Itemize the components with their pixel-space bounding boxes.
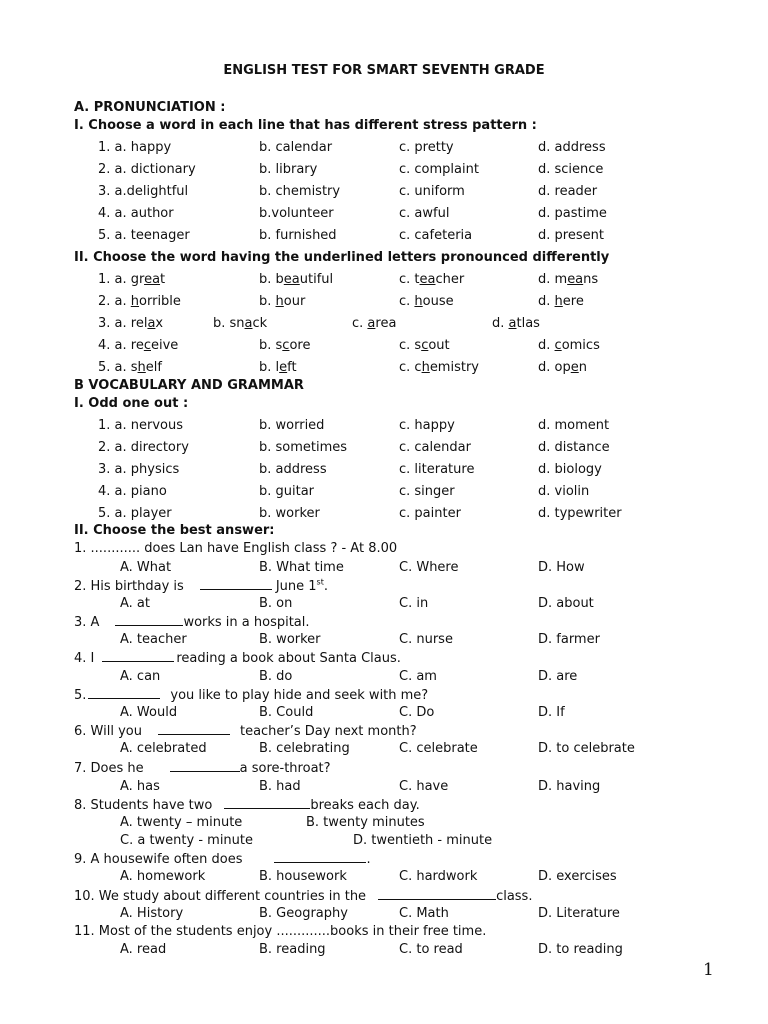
option-prefix: 3. a. rel — [98, 316, 148, 331]
option-text: 2. a. directory — [98, 440, 189, 455]
question-text: works in a hospital. — [183, 615, 310, 630]
answer-option: C. have — [399, 779, 449, 794]
answer-option: A. twenty – minute — [120, 815, 243, 830]
option-text: d. distance — [538, 440, 610, 455]
option-text: 2. a. dictionary — [98, 162, 196, 177]
option-text: 3. a.delightful — [98, 184, 189, 199]
option-text — [538, 360, 587, 376]
answer-option: D. are — [538, 669, 578, 684]
option-prefix: c. c — [399, 360, 422, 375]
underlined-letters: ea — [144, 272, 161, 287]
question-text: 8. Students have two — [74, 798, 213, 813]
answer-option: B. do — [259, 669, 293, 684]
answer-option: B. Geography — [259, 906, 348, 921]
answer-blank — [88, 687, 160, 699]
option-text — [492, 316, 540, 332]
question-text: 6. Will you — [74, 724, 142, 739]
answer-option: C. hardwork — [399, 869, 478, 884]
question-text: teacher’s Day next month? — [239, 724, 417, 739]
question-text: breaks each day. — [310, 798, 420, 813]
answer-blank — [102, 650, 174, 662]
option-suffix: x — [155, 316, 164, 331]
option-suffix: rea — [375, 316, 397, 331]
answer-option: D. exercises — [538, 869, 617, 884]
underlined-letters: a — [147, 316, 156, 331]
question-4 — [74, 650, 401, 667]
question-9 — [74, 851, 371, 868]
option-prefix: b. — [259, 294, 276, 309]
option-suffix: ck — [252, 316, 268, 331]
option-text: b. worried — [259, 418, 325, 433]
option-text — [399, 338, 450, 354]
answer-option: C. Do — [399, 705, 435, 720]
option-text: 1. a. happy — [98, 140, 172, 155]
answer-option: A. at — [120, 596, 150, 611]
answer-option: C. a twenty - minute — [120, 833, 254, 848]
option-suffix: elf — [145, 360, 162, 375]
option-text: b. worker — [259, 506, 320, 521]
question-6 — [74, 723, 417, 740]
answer-option: D. farmer — [538, 632, 600, 647]
answer-option: A. has — [120, 779, 160, 794]
option-text — [98, 272, 165, 288]
question-2 — [74, 578, 328, 595]
option-suffix: ouse — [422, 294, 454, 309]
option-suffix: our — [283, 294, 306, 309]
option-text: 3. a. physics — [98, 462, 180, 477]
option-suffix: omics — [561, 338, 600, 353]
question-text: class. — [496, 889, 533, 904]
option-text: d. present — [538, 228, 604, 243]
answer-option: C. Where — [399, 560, 459, 575]
option-prefix: d. — [538, 338, 555, 353]
option-text — [98, 316, 163, 332]
question-text: . — [366, 852, 371, 867]
underlined-letters: e — [279, 360, 288, 375]
test-title: ENGLISH TEST FOR SMART SEVENTH GRADE — [223, 63, 545, 78]
answer-option: D. to celebrate — [538, 741, 635, 756]
option-text: 4. a. piano — [98, 484, 167, 499]
option-text — [538, 338, 600, 354]
answer-option: D. If — [538, 705, 565, 720]
question-1: 1. ............ does Lan have English class ? - At 8.00 — [74, 541, 398, 556]
question-11: 11. Most of the students enjoy .............books in their free time. — [74, 924, 487, 939]
answer-option: A. Would — [120, 705, 178, 720]
answer-option: D. twentieth - minute — [353, 833, 493, 848]
answer-option: A. What — [120, 560, 172, 575]
section-b-part2-heading: II. Choose the best answer: — [74, 523, 275, 538]
option-prefix: 5. a. s — [98, 360, 138, 375]
option-text — [352, 316, 396, 332]
option-text: d. moment — [538, 418, 610, 433]
answer-blank — [115, 614, 183, 626]
option-text — [213, 316, 267, 332]
answer-option: B. had — [259, 779, 301, 794]
underlined-letters: e — [570, 360, 579, 375]
option-suffix: n — [578, 360, 587, 375]
section-b-heading: B VOCABULARY AND GRAMMAR — [74, 378, 304, 393]
option-suffix: ere — [562, 294, 584, 309]
option-prefix: d. op — [538, 360, 571, 375]
option-prefix: c. s — [399, 338, 422, 353]
option-text — [259, 338, 310, 354]
underlined-letters: h — [554, 294, 563, 309]
option-suffix: tlas — [516, 316, 540, 331]
answer-option: B. What time — [259, 560, 344, 575]
question-10 — [74, 888, 532, 905]
question-5 — [74, 687, 428, 704]
option-text — [98, 360, 162, 376]
question-text: 3. A — [74, 615, 100, 630]
answer-blank — [158, 723, 230, 735]
question-text: a sore-throat? — [239, 761, 331, 776]
question-text: June 1 — [275, 579, 317, 594]
option-text: b.volunteer — [259, 206, 334, 221]
section-a-part1-heading: I. Choose a word in each line that has different stress pattern : — [74, 118, 537, 133]
option-text: d. biology — [538, 462, 602, 477]
option-prefix: d. — [538, 294, 555, 309]
question-3 — [74, 614, 310, 631]
answer-option: B. worker — [259, 632, 321, 647]
option-text: 5. a. player — [98, 506, 172, 521]
option-text: b. furnished — [259, 228, 337, 243]
option-text: 5. a. teenager — [98, 228, 190, 243]
option-text: c. pretty — [399, 140, 454, 155]
answer-option: C. celebrate — [399, 741, 478, 756]
superscript: st — [316, 577, 324, 587]
answer-option: A. celebrated — [120, 741, 207, 756]
underlined-letters: h — [275, 294, 284, 309]
page-number: 1 — [703, 960, 714, 980]
section-a-heading: A. PRONUNCIATION : — [74, 100, 226, 115]
underlined-letters: c — [282, 338, 290, 353]
answer-option: C. am — [399, 669, 437, 684]
option-text — [259, 294, 305, 310]
underlined-letters: a — [508, 316, 517, 331]
option-text: b. library — [259, 162, 318, 177]
answer-option: D. about — [538, 596, 594, 611]
option-prefix: d. — [492, 316, 509, 331]
option-text — [98, 338, 178, 354]
answer-option: B. reading — [259, 942, 326, 957]
answer-option: C. in — [399, 596, 429, 611]
question-8 — [74, 797, 420, 814]
section-a-part2-heading: II. Choose the word having the underlined letters pronounced differently — [74, 250, 610, 265]
question-text: 10. We study about different countries in the — [74, 889, 367, 904]
option-text: 1. a. nervous — [98, 418, 184, 433]
answer-option: B. Could — [259, 705, 314, 720]
answer-blank — [378, 888, 496, 900]
option-prefix: c. — [399, 294, 415, 309]
answer-option: A. can — [120, 669, 161, 684]
answer-option: C. to read — [399, 942, 463, 957]
option-text: c. complaint — [399, 162, 479, 177]
option-text — [259, 360, 297, 376]
answer-option: B. celebrating — [259, 741, 350, 756]
option-text — [538, 294, 584, 310]
underlined-letters: c — [421, 338, 429, 353]
underlined-letters: c — [554, 338, 562, 353]
option-text: d. pastime — [538, 206, 607, 221]
option-suffix: t — [160, 272, 166, 287]
option-text: b. sometimes — [259, 440, 348, 455]
option-text: d. typewriter — [538, 506, 622, 521]
question-text: reading a book about Santa Claus. — [176, 651, 401, 666]
underlined-letters: ea — [419, 272, 436, 287]
answer-option: C. Math — [399, 906, 449, 921]
underlined-letters: h — [130, 294, 140, 309]
option-text: b. chemistry — [259, 184, 341, 199]
underlined-letters: h — [414, 294, 423, 309]
underlined-letters: c — [143, 338, 151, 353]
answer-option: B. twenty minutes — [306, 815, 425, 830]
option-text — [399, 360, 479, 376]
option-text: c. singer — [399, 484, 455, 499]
answer-blank — [200, 578, 272, 590]
option-prefix: d. m — [538, 272, 568, 287]
option-prefix: c. — [352, 316, 368, 331]
question-text: 5. — [74, 688, 87, 703]
answer-blank — [274, 851, 366, 863]
option-suffix: utiful — [299, 272, 334, 287]
underlined-letters: h — [137, 360, 146, 375]
answer-blank — [224, 797, 310, 809]
question-text: 9. A housewife often does — [74, 852, 243, 867]
option-text: c. happy — [399, 418, 455, 433]
answer-option: A. History — [120, 906, 184, 921]
option-text: b. guitar — [259, 484, 315, 499]
option-text: c. cafeteria — [399, 228, 473, 243]
option-text: 4. a. author — [98, 206, 174, 221]
option-text — [538, 272, 598, 288]
option-text: d. science — [538, 162, 604, 177]
underlined-letters: ea — [567, 272, 584, 287]
answer-option: A. teacher — [120, 632, 187, 647]
question-text: you like to play hide and seek with me? — [170, 688, 429, 703]
answer-option: A. homework — [120, 869, 206, 884]
answer-option: D. Literature — [538, 906, 620, 921]
option-text: b. address — [259, 462, 327, 477]
underlined-letters: ea — [283, 272, 300, 287]
answer-blank — [170, 760, 240, 772]
option-prefix: b. b — [259, 272, 284, 287]
option-suffix: ns — [583, 272, 599, 287]
option-prefix: 4. a. re — [98, 338, 144, 353]
option-suffix: emistry — [429, 360, 479, 375]
section-b-part1-heading: I. Odd one out : — [74, 396, 189, 411]
option-suffix: orrible — [139, 294, 181, 309]
option-text: d. reader — [538, 184, 598, 199]
option-prefix: b. l — [259, 360, 280, 375]
answer-option: B. housework — [259, 869, 347, 884]
option-text — [399, 294, 454, 310]
option-text: d. address — [538, 140, 606, 155]
option-suffix: ft — [287, 360, 297, 375]
underlined-letters: a — [367, 316, 376, 331]
option-text: d. violin — [538, 484, 590, 499]
question-text: 7. Does he — [74, 761, 144, 776]
option-prefix: b. s — [259, 338, 283, 353]
answer-option: A. read — [120, 942, 167, 957]
question-text: 2. His birthday is — [74, 579, 184, 594]
option-prefix: c. t — [399, 272, 420, 287]
option-text — [259, 272, 333, 288]
question-7 — [74, 760, 331, 777]
answer-option: D. How — [538, 560, 585, 575]
underlined-letters: a — [244, 316, 253, 331]
option-suffix: eive — [150, 338, 179, 353]
option-suffix: ore — [289, 338, 311, 353]
option-text: c. awful — [399, 206, 450, 221]
option-text: c. painter — [399, 506, 461, 521]
option-suffix: cher — [435, 272, 465, 287]
answer-option: C. nurse — [399, 632, 453, 647]
question-text: 4. I — [74, 651, 95, 666]
option-prefix: b. sn — [213, 316, 245, 331]
underlined-letters: h — [421, 360, 430, 375]
option-text: c. calendar — [399, 440, 471, 455]
option-prefix: 1. a. gr — [98, 272, 145, 287]
option-prefix: 2. a. — [98, 294, 131, 309]
answer-option: B. on — [259, 596, 293, 611]
question-text: . — [323, 579, 328, 594]
option-text: c. uniform — [399, 184, 465, 199]
option-text: b. calendar — [259, 140, 333, 155]
option-text — [98, 294, 181, 310]
answer-option: D. to reading — [538, 942, 623, 957]
option-suffix: out — [428, 338, 450, 353]
option-text: c. literature — [399, 462, 475, 477]
option-text — [399, 272, 464, 288]
answer-option: D. having — [538, 779, 601, 794]
